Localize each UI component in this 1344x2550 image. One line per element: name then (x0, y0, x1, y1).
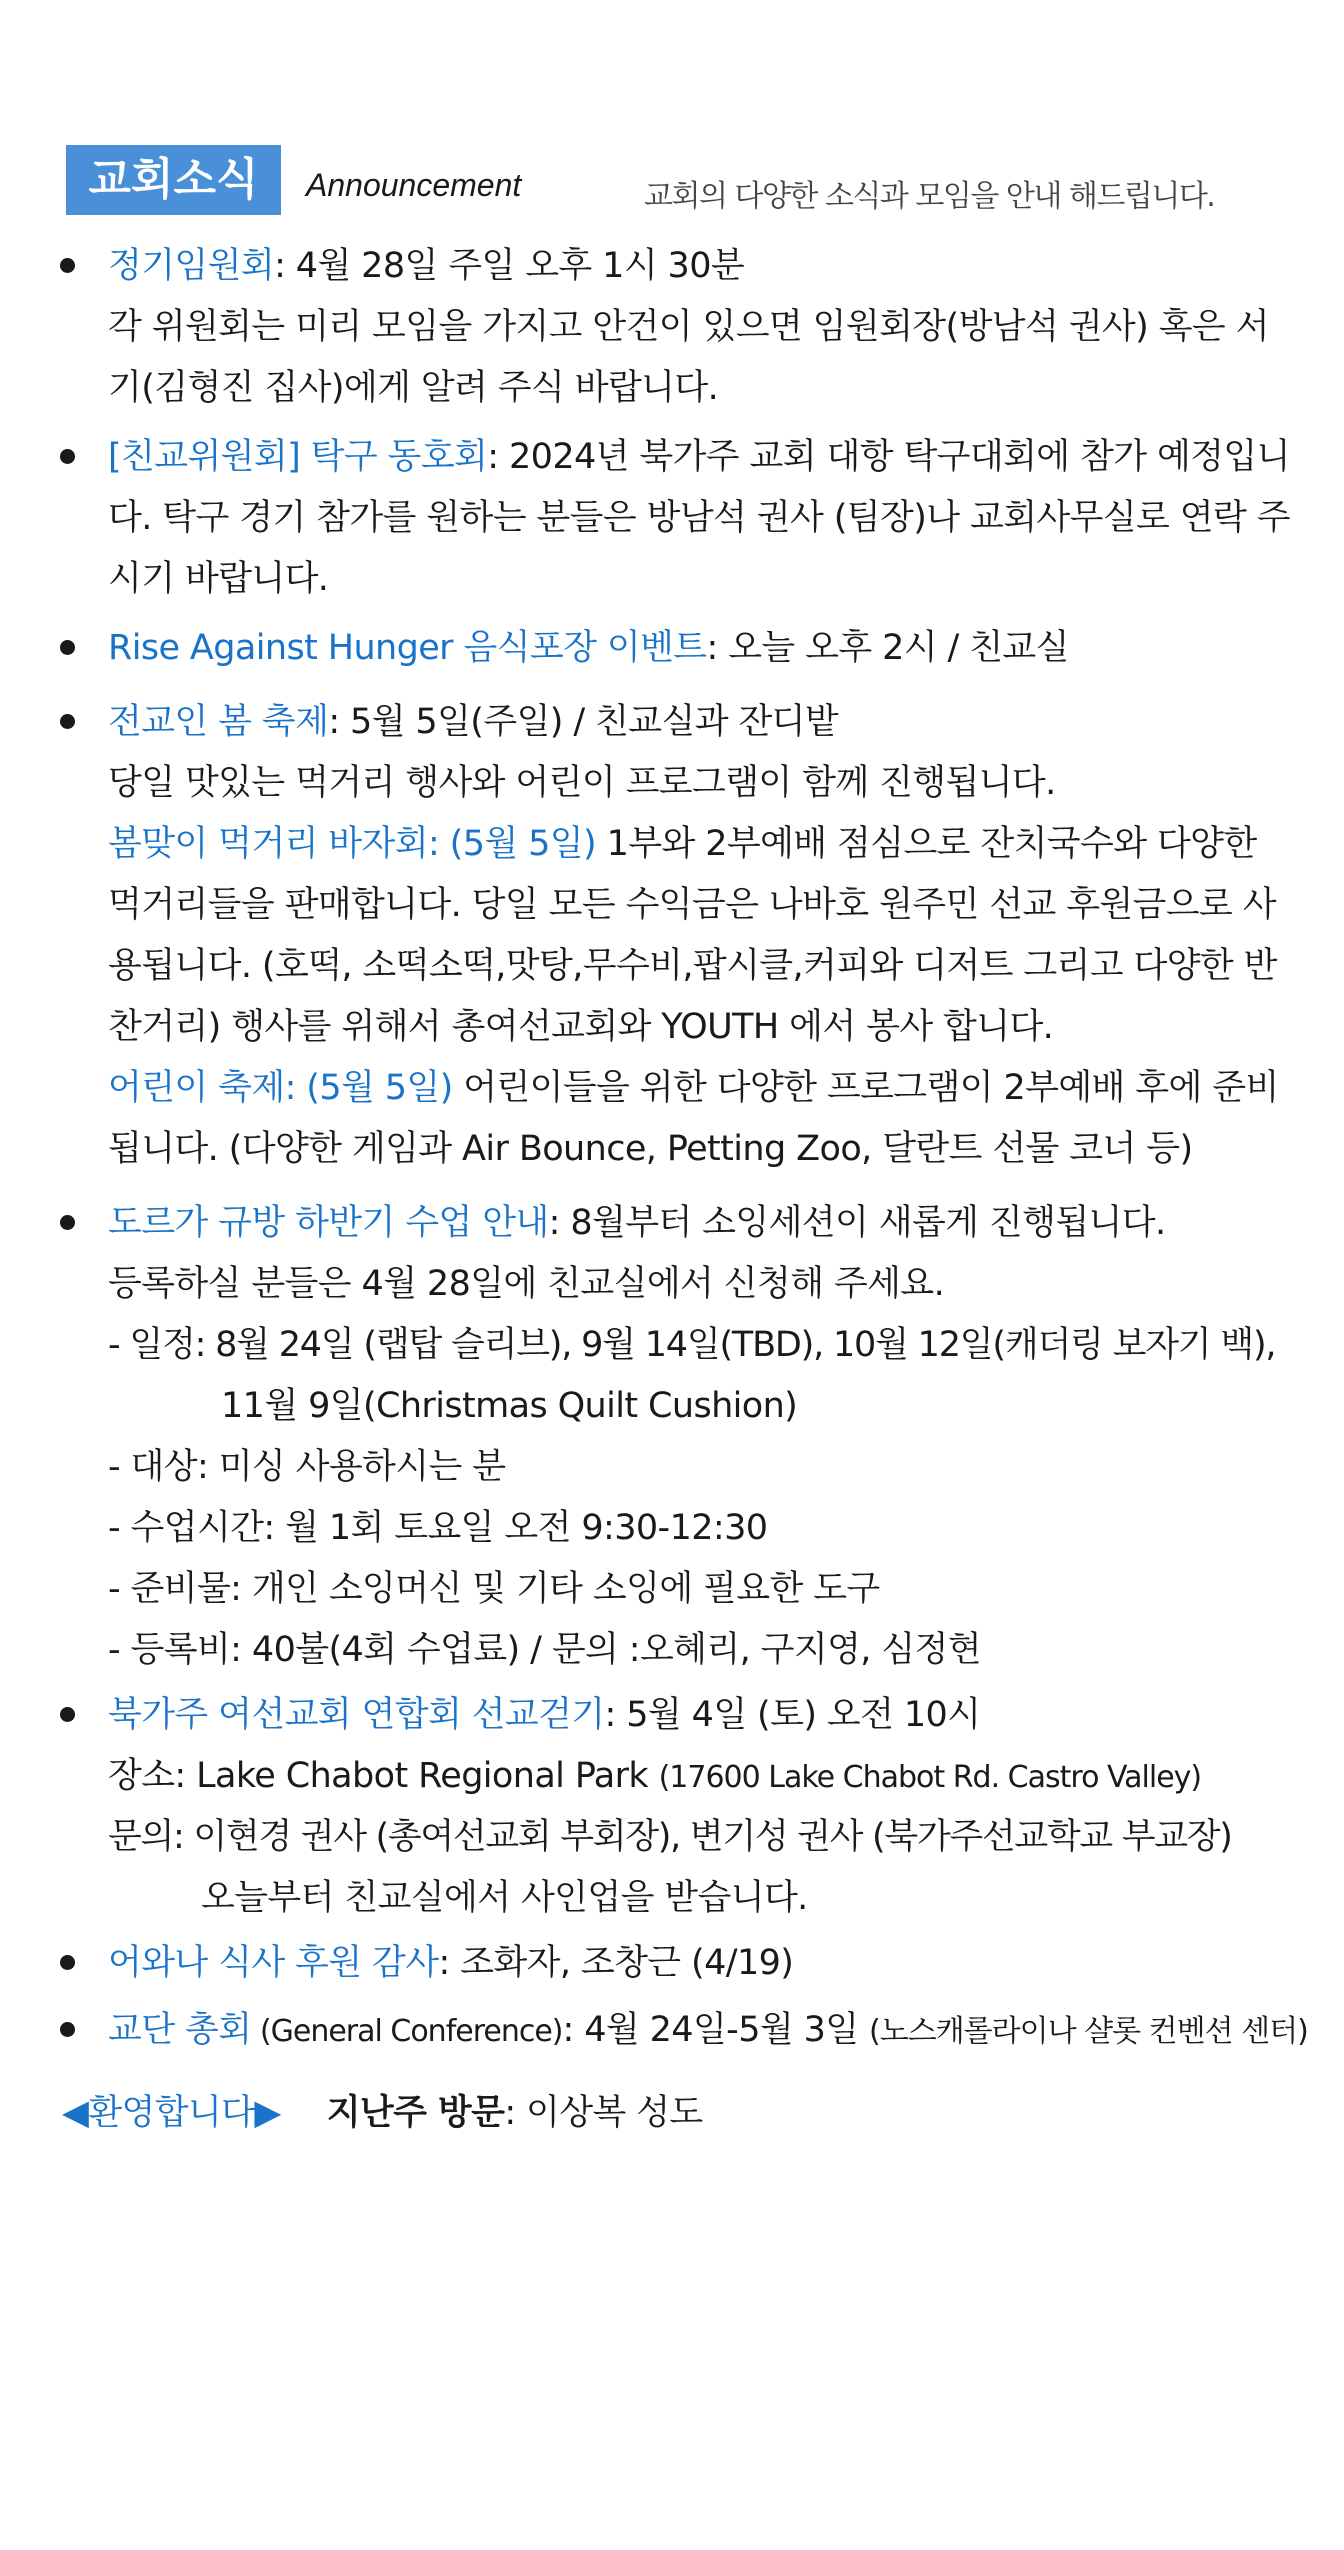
item-line (108, 700, 838, 744)
bullet-icon (60, 2022, 75, 2037)
item-line: 각 위원회는 미리 모임을 가지고 안건이 있으면 임원회장(방남석 권사) 혹은 서 (108, 307, 1269, 347)
sub-title: 어린이 축제: (5월 5일) (108, 1068, 453, 1108)
item-line: 당일 맛있는 먹거리 행사와 어린이 프로그램이 함께 진행됩니다. (108, 763, 1056, 803)
item-line: 됩니다. (다양한 게임과 Air Bounce, Petting Zoo, 달란트 선물 코너 등) (108, 1129, 1193, 1169)
bullet-icon (60, 640, 75, 655)
location-text: 장소: Lake Chabot Regional Park (108, 1756, 659, 1796)
item-line: 오늘부터 친교실에서 사인업을 받습니다. (201, 1878, 808, 1918)
visit-text: : 이상복 성도 (504, 2093, 703, 2133)
item-text: : 8월부터 소잉세션이 새롭게 진행됩니다. (548, 1203, 1166, 1243)
sub-text: 어린이들을 위한 다양한 프로그램이 2부예배 후에 준비 (452, 1068, 1279, 1108)
bullet-icon (60, 714, 75, 729)
item-line (108, 1066, 1279, 1110)
header-description: 교회의 다양한 소식과 모임을 안내 해드립니다. (644, 179, 1215, 214)
item-text: : 5월 5일(주일) / 친교실과 잔디밭 (328, 702, 839, 742)
item-line: - 등록비: 40불(4회 수업료) / 문의 :오혜리, 구지영, 심정현 (108, 1630, 981, 1670)
item-title: Rise Against Hunger 음식포장 이벤트 (108, 628, 707, 668)
item-line (108, 244, 744, 288)
sub-title: 봄맞이 먹거리 바자회: (5월 5일) (108, 824, 597, 864)
item-title: 북가주 여선교회 연합회 선교걷기 (108, 1695, 605, 1735)
item-line: 다. 탁구 경기 참가를 원하는 분들은 방남석 권사 (팀장)나 교회사무실로 연락 주 (108, 498, 1290, 538)
item-title: 정기임원회 (108, 246, 275, 286)
item-small-text: (General Conference) (251, 2014, 563, 2049)
bullet-icon (60, 1707, 75, 1722)
item-title: 어와나 식사 후원 감사 (108, 1943, 439, 1983)
item-line (108, 822, 1257, 866)
item-line (108, 1754, 1201, 1800)
item-line: 시기 바랍니다. (108, 559, 329, 599)
item-line (108, 1941, 793, 1985)
item-line: - 대상: 미싱 사용하시는 분 (108, 1447, 506, 1487)
item-line (108, 626, 1069, 670)
item-text: : 2024년 북가주 교회 대항 탁구대회에 참가 예정입니 (487, 437, 1290, 477)
header-badge: 교회소식 (66, 145, 281, 215)
bullet-icon (60, 258, 75, 273)
item-line: 11월 9일(Christmas Quilt Cushion) (221, 1386, 798, 1426)
bullet-icon (60, 1215, 75, 1230)
bullet-icon (60, 1955, 75, 1970)
visit-label: 지난주 방문 (326, 2093, 505, 2133)
item-line: - 일정: 8월 24일 (랩탑 슬리브), 9월 14일(TBD), 10월 12일(캐더링 보자기 백), (108, 1325, 1276, 1365)
item-title: 전교인 봄 축제 (108, 702, 329, 742)
item-text: : 4월 24일-5월 3일 (562, 2010, 870, 2050)
item-line: 먹거리들을 판매합니다. 당일 모든 수익금은 나바호 원주민 선교 후원금으로 사 (108, 885, 1276, 925)
item-text: : 조화자, 조창근 (4/19) (438, 1943, 794, 1983)
item-line: 등록하실 분들은 4월 28일에 친교실에서 신청해 주세요. (108, 1264, 945, 1304)
item-line: 찬거리) 행사를 위해서 총여선교회와 YOUTH 에서 봉사 합니다. (108, 1007, 1054, 1047)
item-small-text: (노스캐롤라이나 샬롯 컨벤션 센터) (869, 2014, 1308, 2049)
sub-text: 1부와 2부예배 점심으로 잔치국수와 다양한 (596, 824, 1257, 864)
item-line: - 수업시간: 월 1회 토요일 오전 9:30-12:30 (108, 1508, 768, 1548)
item-line (108, 435, 1290, 479)
item-line: 용됩니다. (호떡, 소떡소떡,맛탕,무수비,팝시클,커피와 디저트 그리고 다양한 반 (108, 946, 1277, 986)
item-title: [친교위원회] 탁구 동호회 (108, 437, 488, 477)
item-title: 도르가 규방 하반기 수업 안내 (108, 1203, 549, 1243)
item-line: 문의: 이현경 권사 (총여선교회 부회장), 변기성 권사 (북가주선교학교 부교장) (108, 1817, 1232, 1857)
welcome-line (62, 2091, 703, 2135)
header-english-title: Announcement (306, 167, 522, 203)
item-line (108, 1201, 1165, 1245)
item-text: : 4월 28일 주일 오후 1시 30분 (274, 246, 745, 286)
item-title: 교단 총회 (108, 2010, 252, 2050)
item-line (108, 1693, 980, 1737)
item-text: : 5월 4일 (토) 오전 10시 (604, 1695, 981, 1735)
item-line: - 준비물: 개인 소잉머신 및 기타 소잉에 필요한 도구 (108, 1569, 880, 1609)
location-address: (17600 Lake Chabot Rd. Castro Valley) (658, 1760, 1202, 1795)
item-line: 기(김형진 집사)에게 알려 주식 바랍니다. (108, 368, 719, 408)
item-line (108, 2008, 1308, 2054)
item-text: : 오늘 오후 2시 / 친교실 (706, 628, 1069, 668)
welcome-label: ◀환영합니다▶ (62, 2093, 281, 2133)
announcement-header (66, 145, 1326, 215)
bullet-icon (60, 449, 75, 464)
